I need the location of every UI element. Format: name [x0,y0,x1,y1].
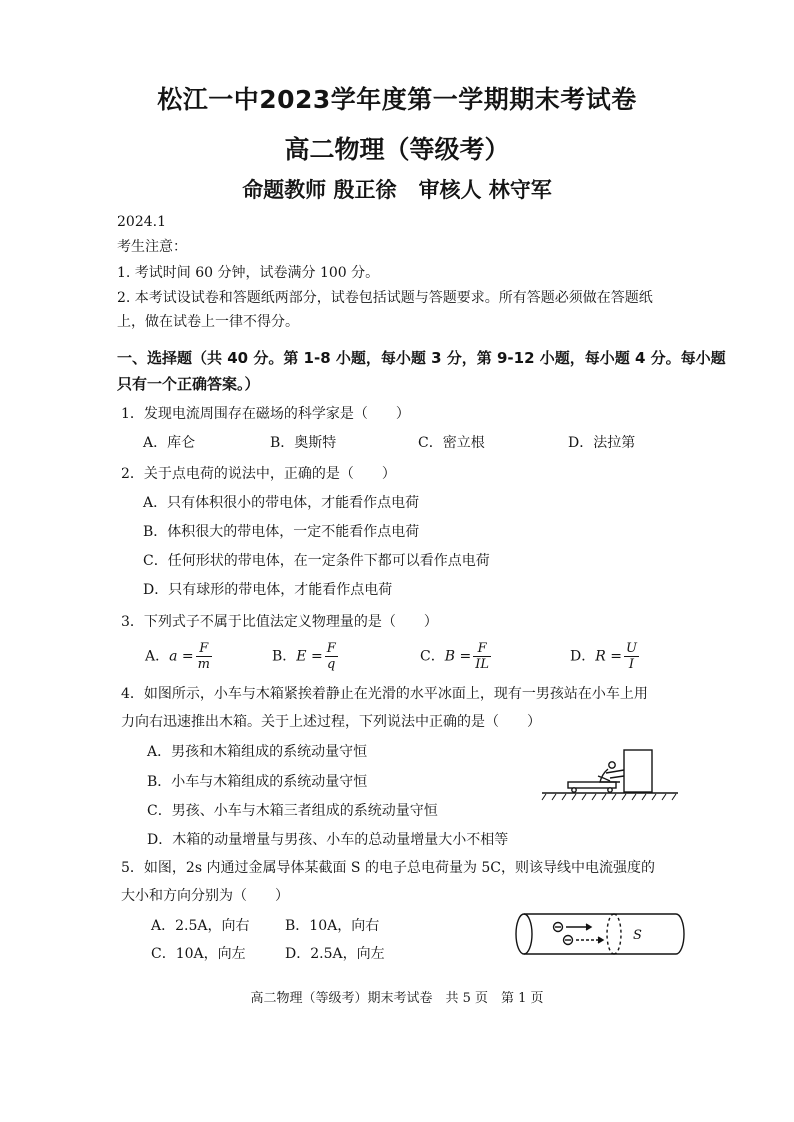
q3-option-d-num: U [625,641,637,656]
q3-option-a-lhs: a = [169,648,194,665]
setter: 命题教师 殷正徐 [242,178,397,202]
q3-option-c-label: C． [420,648,445,665]
q3-option-d-label: D． [570,648,596,665]
q5-option-c: C．10A，向左 [151,946,246,962]
notice-item-2: 2. 本考试设试卷和答题纸两部分，试卷包括试题与答题要求。所有答题必须做在答题纸 [117,290,653,306]
q3-option-b-lhs: E = [296,648,323,665]
notice-item-3: 上，做在试卷上一律不得分。 [117,314,299,330]
notice-item-1: 1. 考试时间 60 分钟，试卷满分 100 分。 [117,265,380,281]
q3-option-a-den: m [197,657,210,672]
q3-option-d-lhs: R = [595,648,622,665]
ice-hatching [542,794,676,800]
q3-option-b-fraction [325,641,338,672]
q2-stem: 2．关于点电荷的说法中，正确的是（ ） [121,466,396,482]
q4-figure-cart-crate [540,748,680,804]
q5-stem-line1: 5．如图，2s 内通过金属导体某截面 S 的电子总电荷量为 5C，则该导线中电流强度的 [121,860,656,876]
q3-option-c-den: IL [475,657,489,672]
q5-option-b: B．10A，向右 [285,918,380,934]
q5-option-d: D．2.5A，向左 [285,946,385,962]
q5-figure-conductor [512,910,688,958]
q3-option-c-fraction [473,641,491,672]
q1-option-a: A．库仑 [143,435,196,451]
q3-option-c [420,641,493,672]
q3-option-d [570,641,641,672]
q4-option-c: C．男孩、小车与木箱三者组成的系统动量守恒 [147,803,438,819]
q4-option-b: B．小车与木箱组成的系统动量守恒 [147,774,368,790]
q2-option-d: D．只有球形的带电体，才能看作点电荷 [143,582,393,598]
exam-authors [0,174,794,204]
boy-icon [598,762,624,782]
q3-option-a-label: A． [145,648,170,665]
q3-option-b-num: F [326,641,336,656]
cart-icon [568,782,616,792]
exam-date: 2024.1 [117,214,166,230]
reviewer: 审核人 林守军 [418,178,552,202]
q1-stem: 1．发现电流周围存在磁场的科学家是（ ） [121,406,410,422]
q4-stem-line2: 力向右迅速推出木箱。关于上述过程，下列说法中正确的是（ ） [121,714,541,730]
q4-option-d: D．木箱的动量增量与男孩、小车的总动量增量大小不相等 [147,832,509,848]
q3-option-b [272,641,340,672]
electron-2-icon [564,936,604,945]
page-footer: 高二物理（等级考）期末考试卷 共 5 页 第 1 页 [250,991,544,1006]
crate-icon [624,750,652,792]
conductor-left-end [516,914,532,954]
q3-option-d-fraction [624,641,639,672]
cross-section-label: S [633,928,642,943]
q2-option-b: B．体积很大的带电体，一定不能看作点电荷 [143,524,420,540]
conductor-right-end [676,914,684,954]
q2-option-a: A．只有体积很小的带电体，才能看作点电荷 [143,495,420,511]
q4-stem-line1: 4．如图所示，小车与木箱紧挨着静止在光滑的水平冰面上，现有一男孩站在小车上用 [121,686,648,702]
q1-option-b: B．奥斯特 [270,435,337,451]
q3-option-b-den: q [327,657,336,672]
q5-stem-line2: 大小和方向分别为（ ） [121,888,289,904]
q1-option-d: D．法拉第 [568,435,636,451]
q3-stem: 3．下列式子不属于比值法定义物理量的是（ ） [121,614,438,630]
q3-option-a [145,641,214,672]
exam-title: 松江一中2023学年度第一学期期末考试卷 [157,85,637,114]
notice-heading: 考生注意： [117,239,187,255]
cross-section-s [614,914,621,954]
section-heading-line2: 只有一个正确答案。） [117,375,260,393]
q2-option-c: C．任何形状的带电体，在一定条件下都可以看作点电荷 [143,553,490,569]
q3-option-d-den: I [628,657,635,672]
q1-option-c: C．密立根 [418,435,485,451]
q4-option-a: A．男孩和木箱组成的系统动量守恒 [147,744,368,760]
q3-option-a-fraction [196,641,212,672]
q5-option-a: A．2.5A，向右 [151,918,250,934]
q3-option-c-num: F [473,641,491,657]
q3-option-c-lhs: B = [444,648,472,665]
section-heading-line1: 一、选择题（共 40 分。第 1-8 小题，每小题 3 分，第 9-12 小题，每小题 4 分。每小题 [117,349,726,367]
electron-1-icon [554,923,592,932]
q3-option-a-num: F [196,641,212,657]
q3-option-b-label: B． [272,648,297,665]
exam-subtitle: 高二物理（等级考） [284,135,510,164]
